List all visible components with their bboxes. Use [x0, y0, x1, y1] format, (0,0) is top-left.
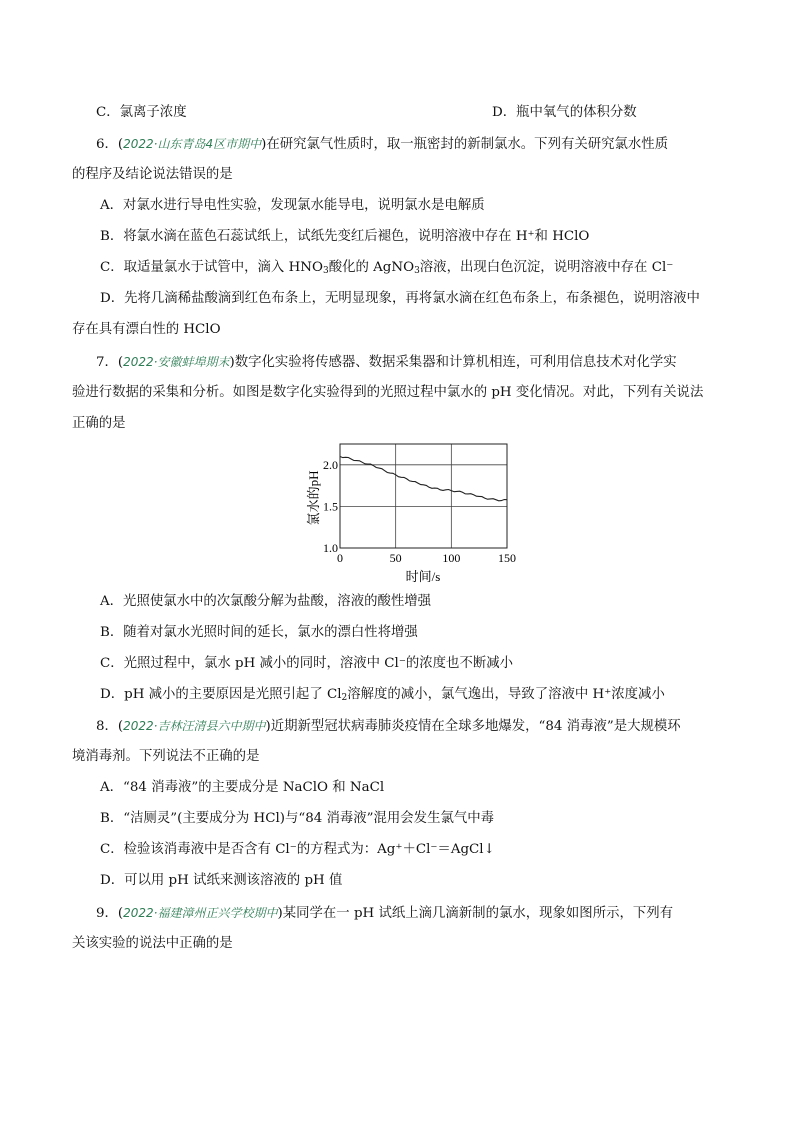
q6-option-c-post: 溶液，出现白色沉淀，说明溶液中存在 Cl⁻	[419, 260, 674, 275]
q7-stem-text1: 数字化实验将传感器、数据采集器和计算机相连，可利用信息技术对化学实	[234, 355, 677, 370]
q5-option-c: C．氯离子浓度	[96, 105, 187, 120]
q6-option-d-line1: D．先将几滴稀盐酸滴到红色布条上，无明显现象，再将氯水滴在红色布条上，布条褪色，说明溶液中	[100, 291, 700, 306]
q7-option-d	[100, 685, 714, 708]
q6-option-b: B．将氯水滴在蓝色石蕊试纸上，试纸先变红后褪色，说明溶液中存在 H⁺和 HClO	[100, 229, 590, 244]
chart-x-tick-label: 50	[389, 551, 402, 565]
chart-x-tick-label: 0	[337, 551, 343, 565]
q8-stem-line1	[96, 716, 714, 737]
q8-paren-close: )	[265, 719, 271, 734]
q8-option-b: B．“洁厕灵”(主要成分为 HCl)与“84 消毒液”混用会发生氯气中毒	[100, 811, 495, 826]
q9-paren-close: )	[277, 906, 283, 921]
chart-xlabel: 时间/s	[405, 569, 441, 584]
q6-stem-text1: 在研究氯气性质时，取一瓶密封的新制氯水。下列有关研究氯水性质	[266, 137, 669, 152]
chart-y-tick-label: 1.0	[323, 541, 338, 555]
q8-option-d: D．可以用 pH 试纸来测该溶液的 pH 值	[100, 873, 343, 888]
chart-x-tick-label: 100	[442, 551, 461, 565]
chart-grid	[340, 444, 507, 548]
q6-stem-line2: 的程序及结论说法错误的是	[72, 167, 233, 182]
chart-x-tick-label: 150	[498, 551, 516, 565]
q8-number: 8．(	[96, 719, 124, 734]
q7-option-d-sub: 2	[341, 693, 348, 703]
q7-option-d-post: 溶解度的减小，氯气逸出，导致了溶液中 H⁺浓度减小	[347, 687, 665, 702]
q8-option-c: C．检验该消毒液中是否含有 Cl⁻的方程式为：Ag⁺＋Cl⁻＝AgCl↓	[100, 842, 495, 857]
q6-option-c-mid: 酸化的 AgNO	[328, 260, 415, 275]
chart-y-tick-label: 2.0	[323, 457, 338, 472]
q6-option-c-sub2: 3	[414, 266, 420, 276]
chart-ylabel: 氯水的pH	[306, 470, 321, 526]
q6-option-c	[100, 258, 714, 281]
q7-stem-line3: 正确的是	[72, 416, 126, 431]
q6-option-d-line2: 存在具有漂白性的 HClO	[72, 322, 221, 337]
q6-source: 2022·山东青岛4区市期中	[123, 137, 262, 151]
q7-number: 7．(	[96, 355, 124, 370]
q9-stem-line1	[96, 903, 714, 924]
q7-option-a: A．光照使氯水中的次氯酸分解为盐酸，溶液的酸性增强	[100, 594, 432, 609]
q9-source: 2022·福建漳州正兴学校期中	[123, 906, 278, 920]
q7-option-c: C．光照过程中，氯水 pH 减小的同时，溶液中 Cl⁻的浓度也不断减小	[100, 656, 514, 671]
q6-option-a: A．对氯水进行导电性实验，发现氯水能导电，说明氯水是电解质	[100, 198, 485, 213]
q6-stem-line1	[96, 134, 714, 155]
chart-y-tick-label: 1.5	[323, 499, 338, 514]
chart-y-ticks	[323, 458, 338, 555]
q5-option-d: D．瓶中氧气的体积分数	[492, 105, 637, 120]
q6-option-c-sub: 3	[322, 266, 329, 276]
q8-stem-line2: 境消毒剂。下列说法不正确的是	[72, 749, 260, 764]
q7-option-b: B．随着对氯水光照时间的延长，氯水的漂白性将增强	[100, 625, 418, 640]
q6-option-c-pre: C．取适量氯水于试管中，滴入 HNO	[100, 260, 323, 275]
ph-chart	[300, 438, 530, 588]
q8-stem-text1: 近期新型冠状病毒肺炎疫情在全球多地爆发，“84 消毒液”是大规模环	[270, 719, 681, 734]
q6-number: 6．(	[96, 137, 124, 152]
q9-number: 9．(	[96, 906, 124, 921]
q7-paren-close: )	[229, 355, 235, 370]
q8-source: 2022·吉林汪清县六中期中	[123, 719, 266, 733]
q9-stem-text1: 某同学在一 pH 试纸上滴几滴新制的氯水，现象如图所示，下列有	[282, 906, 674, 921]
q7-option-d-pre: D．pH 减小的主要原因是光照引起了 Cl	[100, 687, 342, 702]
chart-x-ticks	[337, 551, 516, 565]
q8-option-a: A．“84 消毒液”的主要成分是 NaClO 和 NaCl	[100, 780, 385, 795]
q7-stem-line1	[96, 352, 714, 373]
q9-stem-line2: 关该实验的说法中正确的是	[72, 936, 233, 951]
chart-frame	[340, 444, 507, 548]
q5-options	[96, 103, 714, 123]
q6-paren-close: )	[261, 137, 267, 152]
q7-stem-line2: 验进行数据的采集和分析。如图是数字化实验得到的光照过程中氯水的 pH 变化情况。对此，下列有关说法	[72, 385, 704, 400]
chart-series-line	[340, 457, 507, 501]
q7-source: 2022·安徽蚌埠期末	[123, 355, 230, 369]
